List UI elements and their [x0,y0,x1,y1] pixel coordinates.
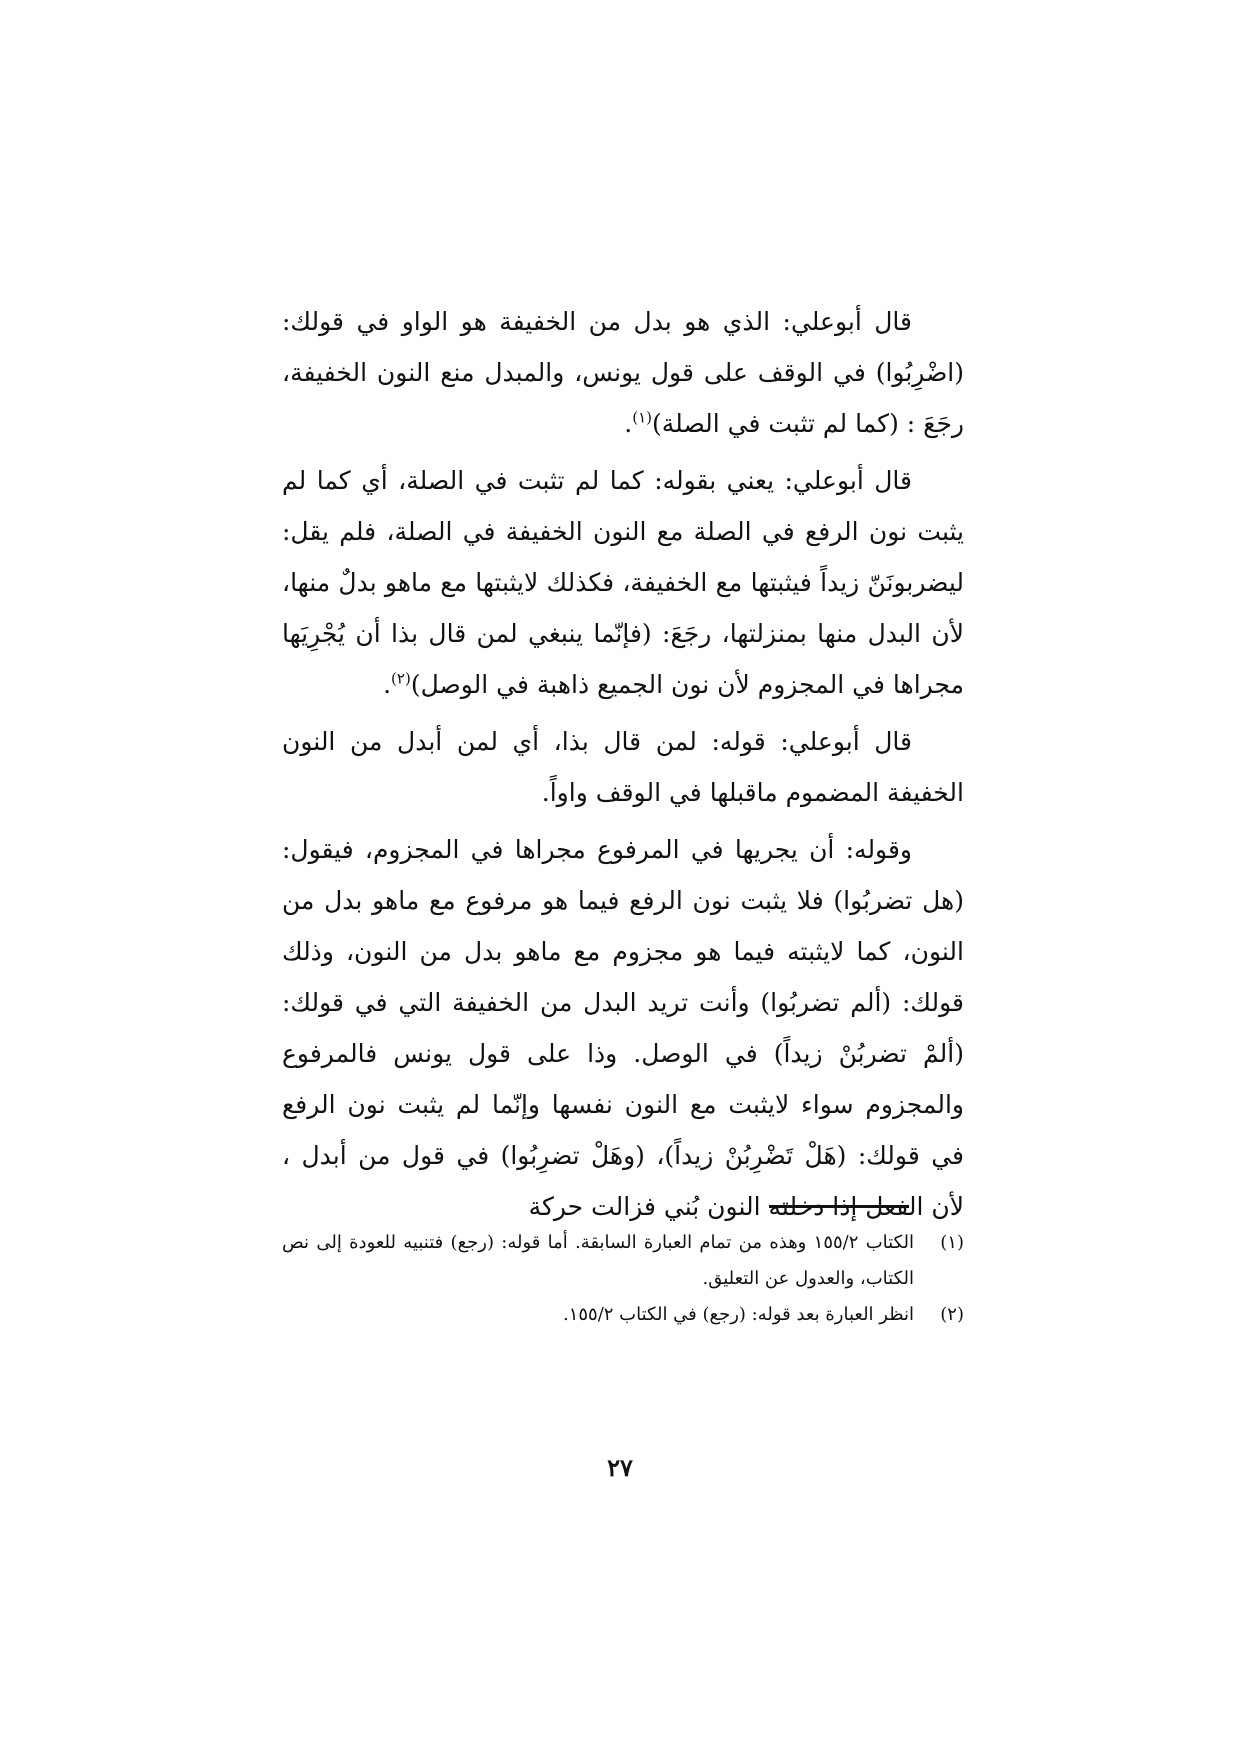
paragraph-2-text: قال أبوعلي: يعني بقوله: كما لم تثبت في الصلة، أي كما لم يثبت نون الرفع في الصلة مع النون الخفيفة في الصلة، فلم يقل: ليضربونَنّ زيداً فيثبتها مع الخفيفة، فكذلك لايثبتها مع ماهو بدلٌ منها، لأن البدل منها بمنزلتها، رجَعَ: (فإنّما ينبغي لمن قال بذا أن يُجْرِيَها مجراها في المجزوم لأن نون الجميع ذاهبة في الوصل) [282,466,964,699]
paragraph-3 [282,716,964,818]
footnote-2 [282,1297,964,1333]
paragraph-4-text: وقوله: أن يجريها في المرفوع مجراها في المجزوم، فيقول: (هل تضربُوا) فلا يثبت نون الرفع فيما هو مرفوع مع ماهو بدل من النون، كما لايثبته فيما هو مجزوم مع ماهو بدل من النون، وذلك قولك: (ألم تضربُوا) وأنت تريد البدل من الخفيفة التي في قولك: (ألمْ تضربُنْ زيداً) في الوصل. وذا على قول يونس فالمرفوع والمجزوم سواء لايثبت مع النون نفسها وإنّما لم يثبت نون الرفع في قولك: (هَلْ تَضْرِبُنْ زيداً)، (وهَلْ تضرِبُوا) في قول من أبدل ، لأن الفعل إذا دخلته النون بُني فزالت حركة [282,835,964,1221]
paragraph-4 [282,824,964,1232]
footnote-2-marker: (٢) [940,1304,964,1325]
footnote-ref-2: (٢) [391,669,411,688]
footnote-1 [282,1225,964,1297]
footnotes [282,1225,964,1333]
footnote-divider [769,1205,909,1208]
footnote-1-marker: (١) [940,1232,964,1253]
paragraph-2-tail: . [383,670,392,699]
footnote-2-text: انظر العبارة بعد قوله: (رجع) في الكتاب ١٥٥/٢. [562,1304,914,1325]
paragraph-1-text: قال أبوعلي: الذي هو بدل من الخفيفة هو الواو في قولك: (اضْرِبُوا) في الوقف على قول يونس، والمبدل منع النون الخفيفة، رجَعَ : (كما لم تثبت في الصلة) [282,307,964,438]
page-number: ٢٧ [607,1453,633,1482]
paragraph-1 [282,296,964,449]
paragraph-3-text: قال أبوعلي: قوله: لمن قال بذا، أي لمن أبدل من النون الخفيفة المضموم ماقبلها في الوقف واواً. [282,727,964,807]
footnote-ref-1: (١) [632,408,653,427]
paragraph-1-tail: . [624,409,633,438]
main-text-block [282,296,964,1238]
paragraph-2 [282,455,964,710]
footnote-1-text: الكتاب ١٥٥/٢ وهذه من تمام العبارة السابقة. أما قوله: (رجع) فتنبيه للعودة إلى نص الكتاب، والعدول عن التعليق. [282,1232,914,1289]
